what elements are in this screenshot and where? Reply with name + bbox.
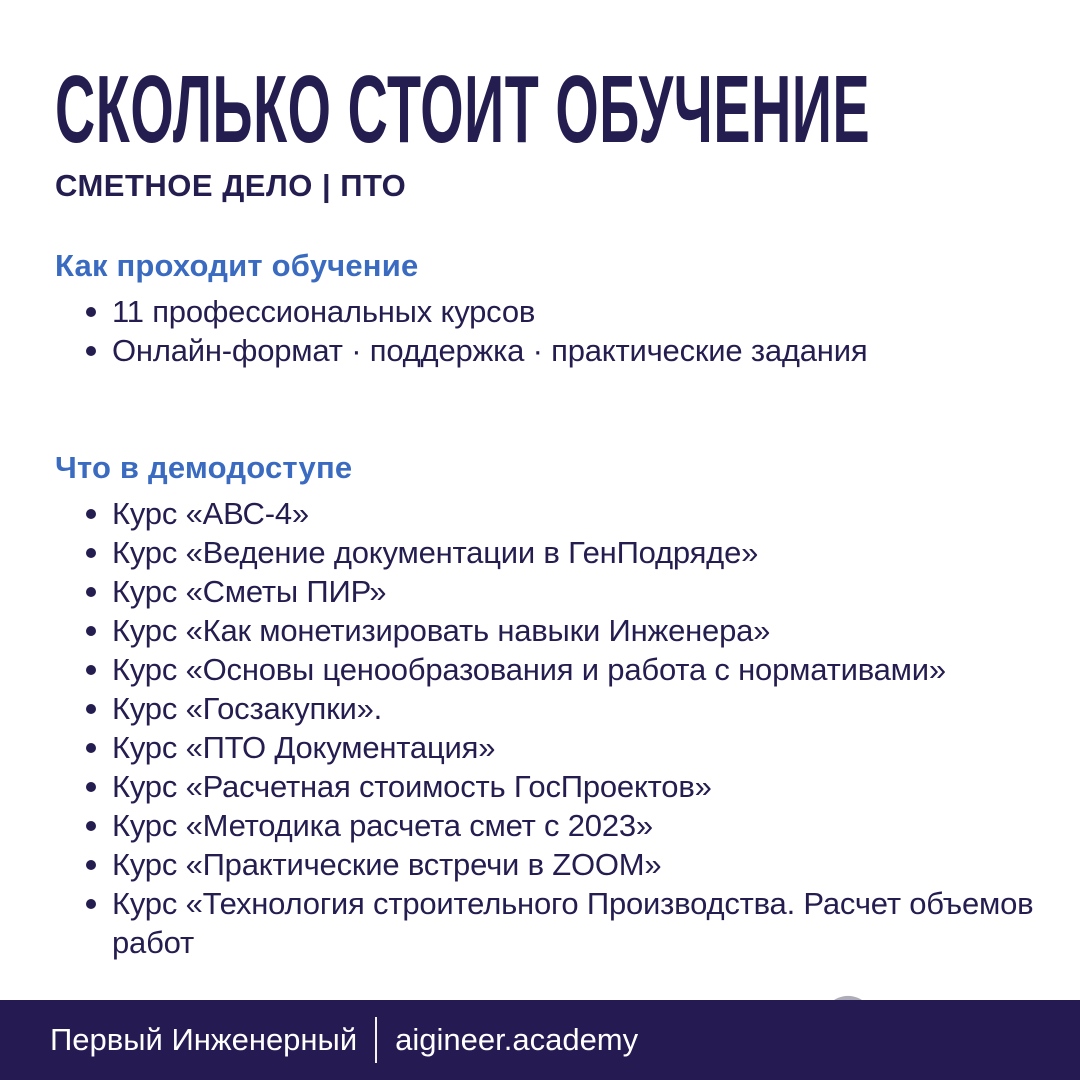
footer-site: aigineer.academy <box>395 1022 639 1057</box>
course-item <box>55 845 1054 884</box>
course-item <box>55 689 1054 728</box>
list-item-text: 11 профессиональных курсов <box>112 294 536 329</box>
course-item <box>55 767 1054 806</box>
course-item-text: Курс «Основы ценообразования и работа с нормативами» <box>112 652 946 687</box>
bullet-icon <box>86 346 96 356</box>
bullet-icon <box>86 587 96 597</box>
bullet-icon <box>86 626 96 636</box>
bullet-icon <box>86 548 96 558</box>
course-list <box>55 494 1054 962</box>
list-item <box>55 292 1054 331</box>
page-subtitle: СМЕТНОЕ ДЕЛО | ПТО <box>55 168 407 203</box>
footer-divider <box>375 1017 377 1063</box>
bullet-list <box>55 292 1054 370</box>
bullet-icon <box>86 899 96 909</box>
course-item-text: Курс «Технология строительного Производства. Расчет объемов работ <box>112 886 1034 960</box>
bullet-icon <box>86 704 96 714</box>
course-item-text: Курс «АВС-4» <box>112 496 309 531</box>
page-title-text: СКОЛЬКО СТОИТ ОБУЧЕНИЕ <box>55 56 871 163</box>
bullet-icon <box>86 307 96 317</box>
course-item <box>55 494 1054 533</box>
course-item-text: Курс «Сметы ПИР» <box>112 574 387 609</box>
section-heading: Что в демодоступе <box>55 450 353 485</box>
list-item <box>55 331 1054 370</box>
bullet-icon <box>86 743 96 753</box>
course-item-text: Курс «ПТО Документация» <box>112 730 496 765</box>
bullet-icon <box>86 860 96 870</box>
footer-bar <box>0 1000 1080 1080</box>
course-item <box>55 728 1054 767</box>
course-item-text: Курс «Госзакупки». <box>112 691 383 726</box>
bullet-icon <box>86 821 96 831</box>
bullet-icon <box>86 509 96 519</box>
poster-content <box>55 0 1054 962</box>
section-how-training-works <box>55 248 1054 370</box>
list-item-text: Онлайн-формат · поддержка · практические задания <box>112 333 868 368</box>
footer-brand: Первый Инженерный <box>50 1022 358 1057</box>
page-title <box>55 56 1054 163</box>
bullet-icon <box>86 782 96 792</box>
course-item-text: Курс «Практические встречи в ZOOM» <box>112 847 662 882</box>
course-item-text: Курс «Ведение документации в ГенПодряде» <box>112 535 759 570</box>
section-heading: Как проходит обучение <box>55 248 419 283</box>
bullet-icon <box>86 665 96 675</box>
course-item <box>55 572 1054 611</box>
course-item <box>55 611 1054 650</box>
course-item <box>55 884 1054 962</box>
section-demo-access <box>55 450 1054 962</box>
course-item-text: Курс «Расчетная стоимость ГосПроектов» <box>112 769 712 804</box>
course-item <box>55 650 1054 689</box>
course-item-text: Курс «Методика расчета смет с 2023» <box>112 808 653 843</box>
course-item <box>55 806 1054 845</box>
course-item <box>55 533 1054 572</box>
course-item-text: Курс «Как монетизировать навыки Инженера» <box>112 613 771 648</box>
